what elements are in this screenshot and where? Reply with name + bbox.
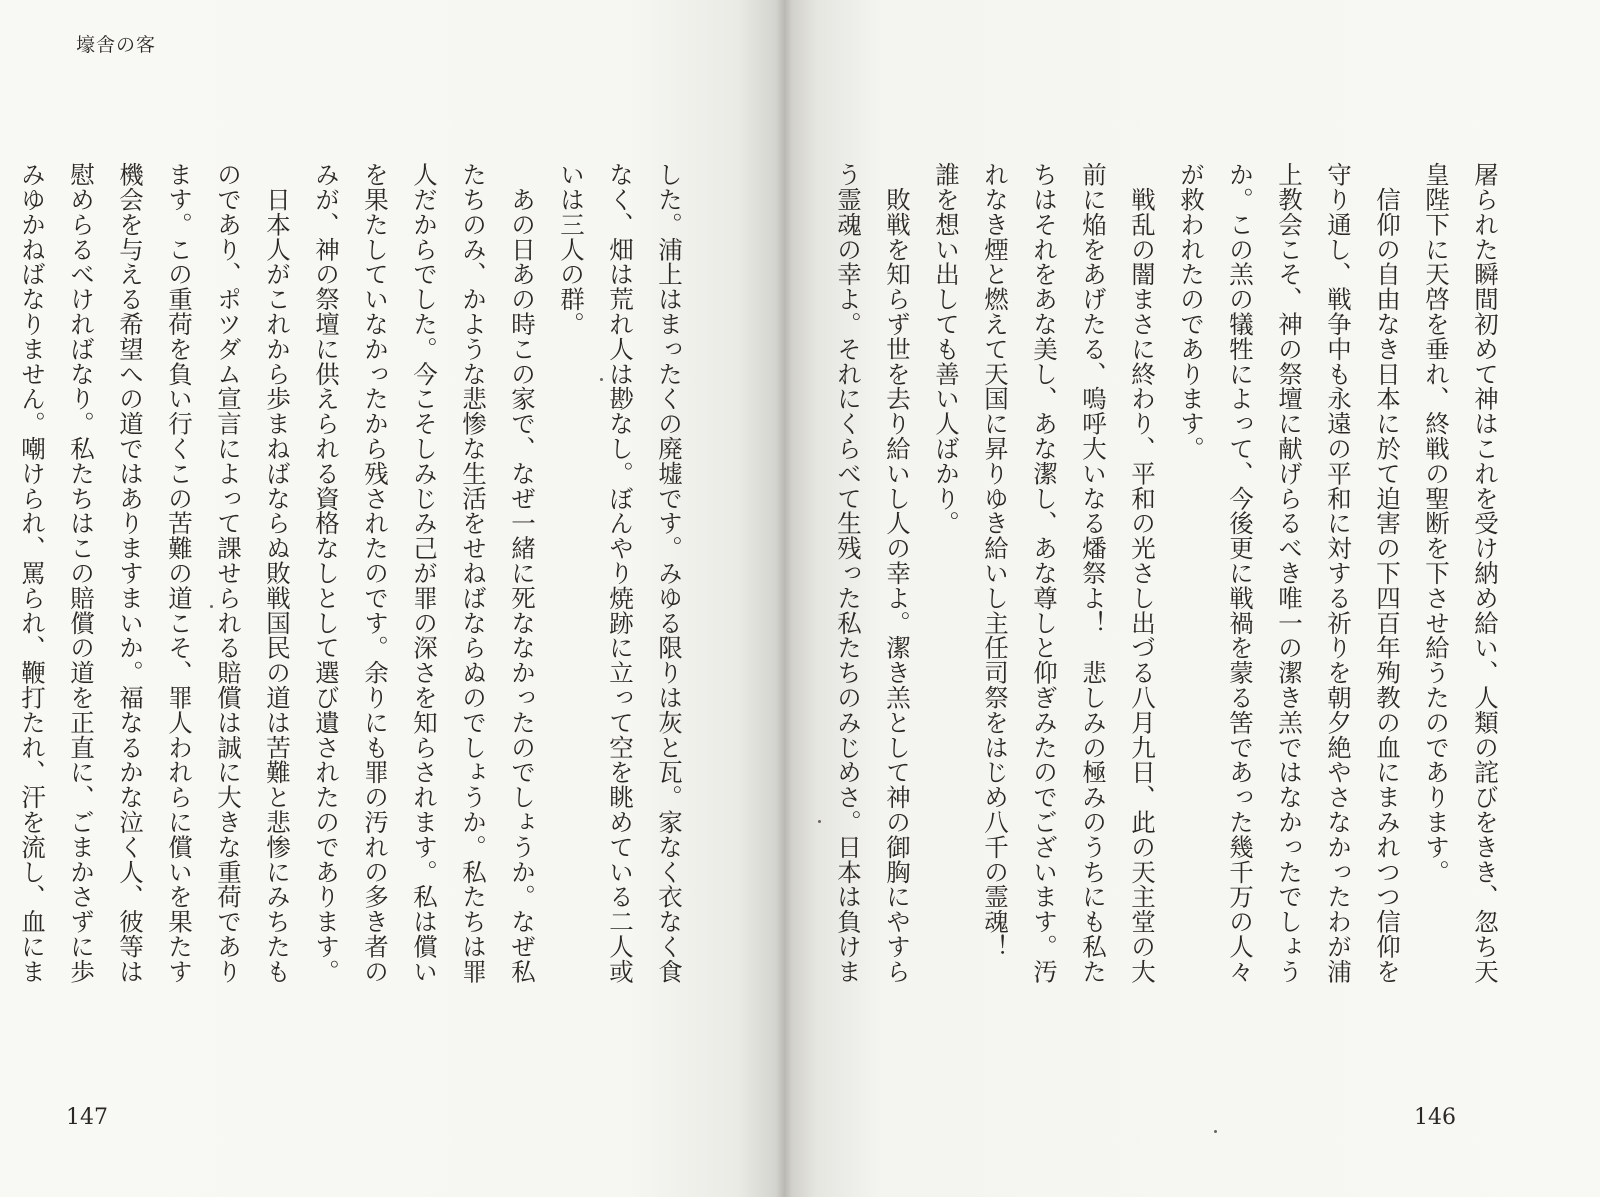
text-line: 戦乱の闇まさに終わり、平和の光さし出づる八月九日、此の天主堂の大 (1128, 162, 1157, 984)
text-line: か。この羔の犠牲によって、今後更に戦禍を蒙る筈であった幾千万の人々 (1226, 162, 1255, 984)
right-page (784, 0, 1600, 1197)
text-line: した。浦上はまったくの廃墟です。みゆる限りは灰と瓦。家なく衣なく食 (655, 162, 684, 984)
text-line: 上教会こそ、神の祭壇に献げらるべき唯一の潔き羔ではなかったでしょう (1275, 162, 1304, 984)
text-line: ちはそれをあな美し、あな潔し、あな尊しと仰ぎみたのでございます。汚 (1030, 162, 1059, 984)
paper-speck (210, 605, 213, 608)
text-line: みが、神の祭壇に供えられる資格なしとして選び遺されたのであります。 (312, 162, 341, 984)
left-page-body-text (18, 162, 694, 1088)
text-line: 皇陛下に天啓を垂れ、終戦の聖断を下させ給うたのであります。 (1422, 162, 1451, 885)
running-head: 壕舎の客 (76, 34, 157, 56)
paper-speck (600, 378, 603, 381)
text-line: ます。この重荷を負い行くこの苦難の道こそ、罪人われらに償いを果たす (165, 162, 194, 984)
paper-speck (1214, 1130, 1217, 1133)
text-line: のであり、ポツダム宣言によって課せられる賠償は誠に大きな重荷であり (214, 162, 243, 984)
text-line: 信仰の自由なき日本に於て迫害の下四百年殉教の血にまみれつつ信仰を (1373, 162, 1402, 984)
text-line: 誰を想い出しても善い人ばかり。 (932, 162, 961, 536)
paper-speck (818, 820, 821, 823)
text-line: 敗戦を知らず世を去り給いし人の幸よ。潔き羔として神の御胸にやすら (883, 162, 912, 984)
text-line: を果たしていなかったから残されたのです。余りにも罪の汚れの多き者の (361, 162, 390, 984)
text-line: 機会を与える希望への道ではありますまいか。福なるかな泣く人、彼等は (116, 162, 145, 984)
page-number-right: 146 (1414, 1105, 1456, 1130)
page-number-left: 147 (66, 1105, 108, 1130)
text-line: 慰めらるべければなり。私たちはこの賠償の道を正直に、ごまかさずに歩 (67, 162, 96, 984)
text-line: なく、畑は荒れ人は尠なし。ぼんやり焼跡に立って空を眺めている二人或 (606, 162, 635, 984)
text-line: が救われたのであります。 (1177, 162, 1206, 461)
text-line: 屠られた瞬間初めて神はこれを受け納め給い、人類の詫びをきき、忽ち天 (1471, 162, 1500, 984)
text-line: みゆかねばなりません。嘲けられ、罵られ、鞭打たれ、汗を流し、血にま (18, 162, 47, 984)
text-line: たちのみ、かような悲惨な生活をせねばならぬのでしょうか。私たちは罪 (459, 162, 488, 984)
book-gutter (776, 0, 792, 1197)
text-line: 日本人がこれから歩まねばならぬ敗戦国民の道は苦難と悲惨にみちたも (263, 162, 292, 984)
text-line: 守り通し、戦争中も永遠の平和に対する祈りを朝夕絶やさなかったわが浦 (1324, 162, 1353, 984)
text-line: れなき煙と燃えて天国に昇りゆき給いし主任司祭をはじめ八千の霊魂！ (981, 162, 1010, 959)
text-line: いは三人の群。 (557, 162, 586, 337)
left-page (0, 0, 784, 1197)
text-line: う霊魂の幸よ。それにくらべて生残った私たちのみじめさ。日本は負けま (834, 162, 863, 984)
text-line: 前に焔をあげたる、嗚呼大いなる燔祭よ！ 悲しみの極みのうちにも私た (1079, 162, 1108, 984)
right-page-body-text (834, 162, 1510, 1088)
text-line: あの日あの時この家で、なぜ一緒に死ななかったのでしょうか。なぜ私 (508, 162, 537, 984)
text-line: 人だからでした。今こそしみじみ己が罪の深さを知らされます。私は償い (410, 162, 439, 984)
